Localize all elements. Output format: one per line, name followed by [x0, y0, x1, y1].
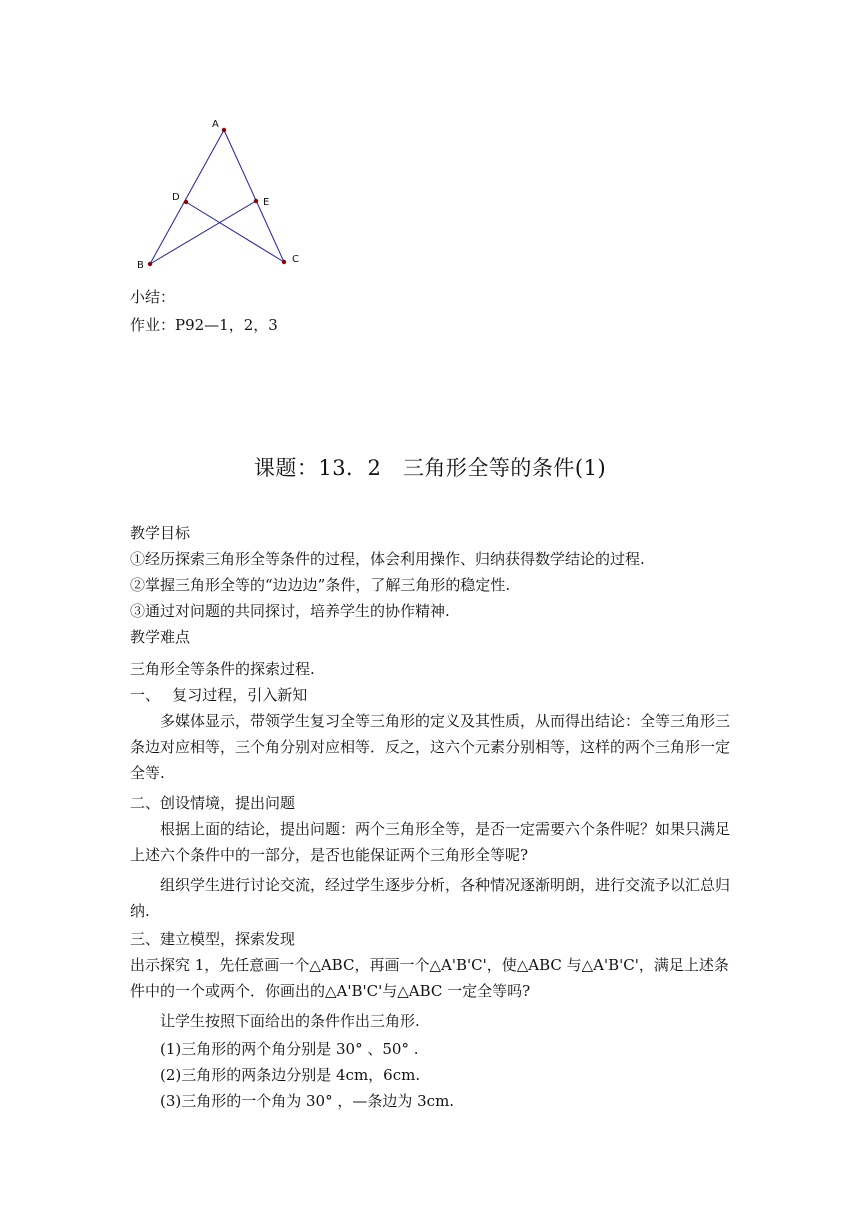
objectives-heading: 教学目标: [130, 524, 191, 542]
label-D: D: [172, 192, 180, 203]
triangle-diagram: [130, 112, 310, 272]
label-E: E: [263, 197, 270, 208]
objective-1: ①经历探索三角形全等条件的过程，体会利用操作、归纳获得数学结论的过程.: [130, 550, 645, 568]
label-C: C: [292, 254, 299, 265]
section-2-paragraph-2: 组织学生进行讨论交流，经过学生逐步分析，各种情况逐渐明朗，进行交流予以汇总归纳.: [130, 876, 731, 920]
difficulty-text: 三角形全等条件的探索过程.: [130, 660, 315, 678]
objective-3: ③通过对问题的共同探讨，培养学生的协作精神.: [130, 602, 450, 620]
segment-AB: [150, 130, 224, 264]
section-1-paragraph: 多媒体显示，带领学生复习全等三角形的定义及其性质，从而得出结论：全等三角形三条边对应相等，三个角分别对应相等．反之，这六个元素分别相等，这样的两个三角形一定全等.: [130, 712, 731, 782]
section-2-paragraph-1: 根据上面的结论，提出问题：两个三角形全等，是否一定需要六个条件呢？如果只满足上述六个条件中的一部分，是否也能保证两个三角形全等呢?: [130, 820, 731, 864]
condition-2: (2)三角形的两条边分别是 4cm，6cm.: [160, 1066, 421, 1084]
objective-2: ②掌握三角形全等的“边边边”条件，了解三角形的稳定性.: [130, 576, 511, 594]
label-A: A: [212, 119, 219, 130]
summary-label: 小结：: [130, 288, 176, 306]
point-A: [222, 128, 226, 132]
section-2-heading: 二、创设情境，提出问题: [130, 794, 296, 812]
section-1-heading: 一、 复习过程，引入新知: [130, 686, 308, 704]
point-E: [254, 199, 258, 203]
homework-line: 作业：P92—1，2，3: [130, 316, 278, 334]
triangle-figure: [130, 112, 310, 272]
section-3-paragraph: 出示探究 1，先任意画一个△ABC，再画一个△A'B'C'，使△ABC 与△A'B'C'，满足上述条件中的一个或两个．你画出的△A'B'C'与△ABC 一定全等吗?: [130, 956, 729, 1000]
condition-1: (1)三角形的两个角分别是 30° 、50° .: [160, 1040, 419, 1058]
segment-AC: [224, 130, 284, 262]
section-3-heading: 三、建立模型，探索发现: [130, 930, 296, 948]
segment-BE: [150, 201, 256, 264]
segment-CD: [186, 202, 284, 262]
condition-3: (3)三角形的一个角为 30° ，—条边为 3cm.: [160, 1092, 455, 1110]
point-C: [282, 260, 286, 264]
point-D: [184, 200, 188, 204]
section-3-instruction: 让学生按照下面给出的条件作出三角形.: [160, 1012, 420, 1030]
difficulty-heading: 教学难点: [130, 628, 191, 646]
page-title: 课题：13．2 三角形全等的条件(1): [253, 456, 607, 480]
point-B: [148, 262, 152, 266]
label-B: B: [137, 260, 144, 271]
